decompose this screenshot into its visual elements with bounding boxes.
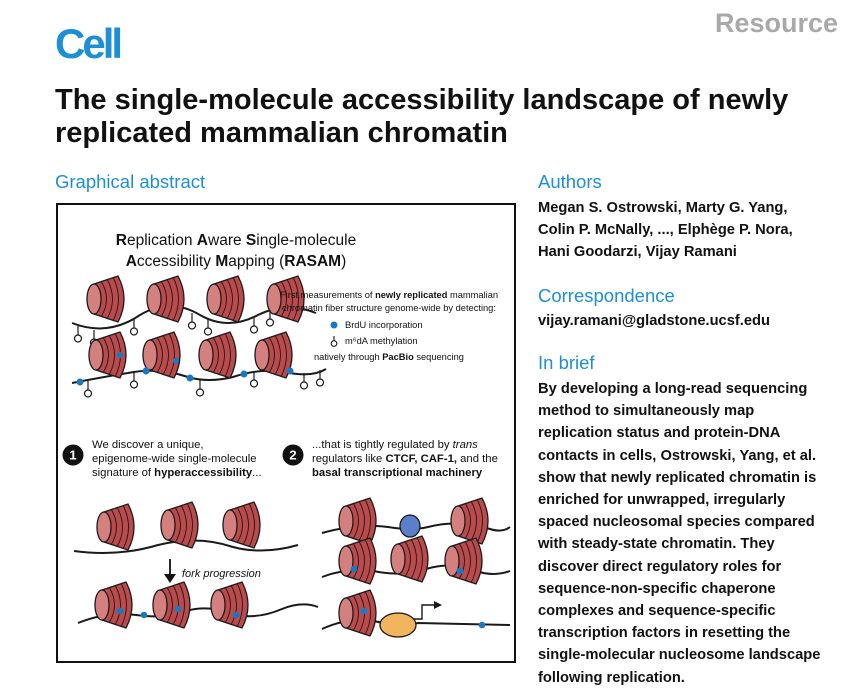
step1-line2: epigenome-wide single-molecule [92,453,257,465]
method-title-r: R [115,232,127,249]
brief-line: method to simultaneously map [538,403,755,420]
svg-text:regulators like CTCF, CAF-1, a [312,453,498,465]
svg-text:Accessibility Mapping (RASAM) [126,253,347,270]
step1-number: 1 [69,447,77,463]
authors-heading: Authors [538,171,602,192]
intro-text-line2: chromatin fiber structure genome-wide by detecting: [282,303,496,313]
step2-line1-italic: trans [452,439,478,451]
graphical-abstract-heading: Graphical abstract [55,171,206,192]
step1-line1: We discover a unique, [92,439,204,451]
svg-text:signature of hyperaccessibilit [92,467,262,479]
method-title-m: M [215,253,229,270]
correspondence-heading: Correspondence [538,285,675,306]
transcription-machinery-fiber [322,590,510,637]
authors-list [538,197,850,264]
method-title-part: ) [341,253,347,270]
polymerase-icon [380,613,416,637]
brief-line: contacts in cells, Ostrowski, Yang, et al. [538,447,817,464]
method-title-a: A [196,232,208,249]
replicated-chromatin-fiber [78,582,318,628]
method-title-part: apping ( [228,253,285,270]
tss-arrow-icon [414,605,436,619]
sequencing-text: natively through [314,352,383,362]
step2-line2: regulators like [312,453,386,465]
step1-line3-bold: hyperaccessibility [154,467,253,479]
authors-line: Hani Goodarzi, Vijay Ramani [538,244,737,261]
intro-text: First measurements of [280,290,376,300]
step2-number: 2 [289,447,297,463]
step2-line1: ...that is tightly regulated by [312,439,453,451]
method-title-part: ccessibility [136,253,216,270]
article-title: The single-molecule accessibility landscape of newly replicated mammalian chromatin [55,84,789,149]
svg-text:...that is tightly regulated b [312,439,478,451]
brief-line: complexes and sequence-specific [538,603,776,620]
methylation-lollipop-icon [331,336,337,346]
graphical-abstract-figure [56,203,516,663]
fork-progression-label: fork progression [182,568,261,580]
svg-text:Replication Aware Single-molec [116,232,356,249]
method-title-a2: A [125,253,137,270]
brief-line: transcription factors in resetting the [538,625,791,642]
method-title-s: S [245,232,257,249]
brief-line: discover direct regulatory roles for [538,558,782,575]
step1-line3: signature of [92,467,155,479]
step2-line2: and the [457,453,498,465]
intro-text-bold: newly replicated [375,290,448,300]
sequencing-text: sequencing [413,352,464,362]
brief-line: with steady-state chromatin. They [538,536,775,553]
brief-line: spaced nucleosomal species compared [538,514,815,531]
brief-line: enriched for unwrapped, irregularly [538,492,786,509]
brief-line: By developing a long-read sequencing [538,381,808,397]
svg-text:First measurements of newly re [280,290,498,300]
method-title-rasam: RASAM [284,253,342,270]
intro-text: mammalian [447,290,499,300]
brief-line: sequence-non-specific chaperone [538,580,776,597]
step2-line2-bold: CTCF, CAF-1, [385,453,458,465]
in-brief-heading: In brief [538,352,595,373]
ctcf-bound-fiber [322,498,510,544]
step2-line3: basal transcriptional machinery [312,467,483,479]
legend-m6da: m⁶dA methylation [345,336,418,346]
authors-line: Megan S. Ostrowski, Marty G. Yang, [538,200,788,216]
ctcf-protein-icon [400,515,420,537]
brief-line: single-molecular nucleosome landscape [538,647,821,664]
svg-text:natively through PacBio sequen [314,352,464,362]
chromatin-fiber-newly-replicated [72,332,326,397]
method-title-part: ingle-molecule [256,232,357,249]
brdu-dot-icon [331,322,338,329]
step1-line3: ... [252,467,262,479]
brief-line: following replication. [538,669,685,686]
correspondence-email[interactable]: vijay.ramani@gladstone.ucsf.edu [538,313,770,329]
brief-line: replication status and protein-DNA [538,425,781,442]
legend-brdu: BrdU incorporation [345,320,423,330]
fork-arrowhead-icon [164,574,176,583]
sequencing-text-bold: PacBio [382,352,414,362]
brief-line: show that newly replicated chromatin is [538,469,817,486]
method-title-part: ware [208,232,246,249]
article-type-label: Resource [714,8,838,38]
journal-logo: Cell [55,20,121,67]
parental-chromatin-fiber [74,502,298,553]
authors-line: Colin P. McNally, ..., Elphège P. Nora, [538,222,793,239]
method-title-part: eplication [127,232,197,249]
in-brief-text [538,378,850,689]
